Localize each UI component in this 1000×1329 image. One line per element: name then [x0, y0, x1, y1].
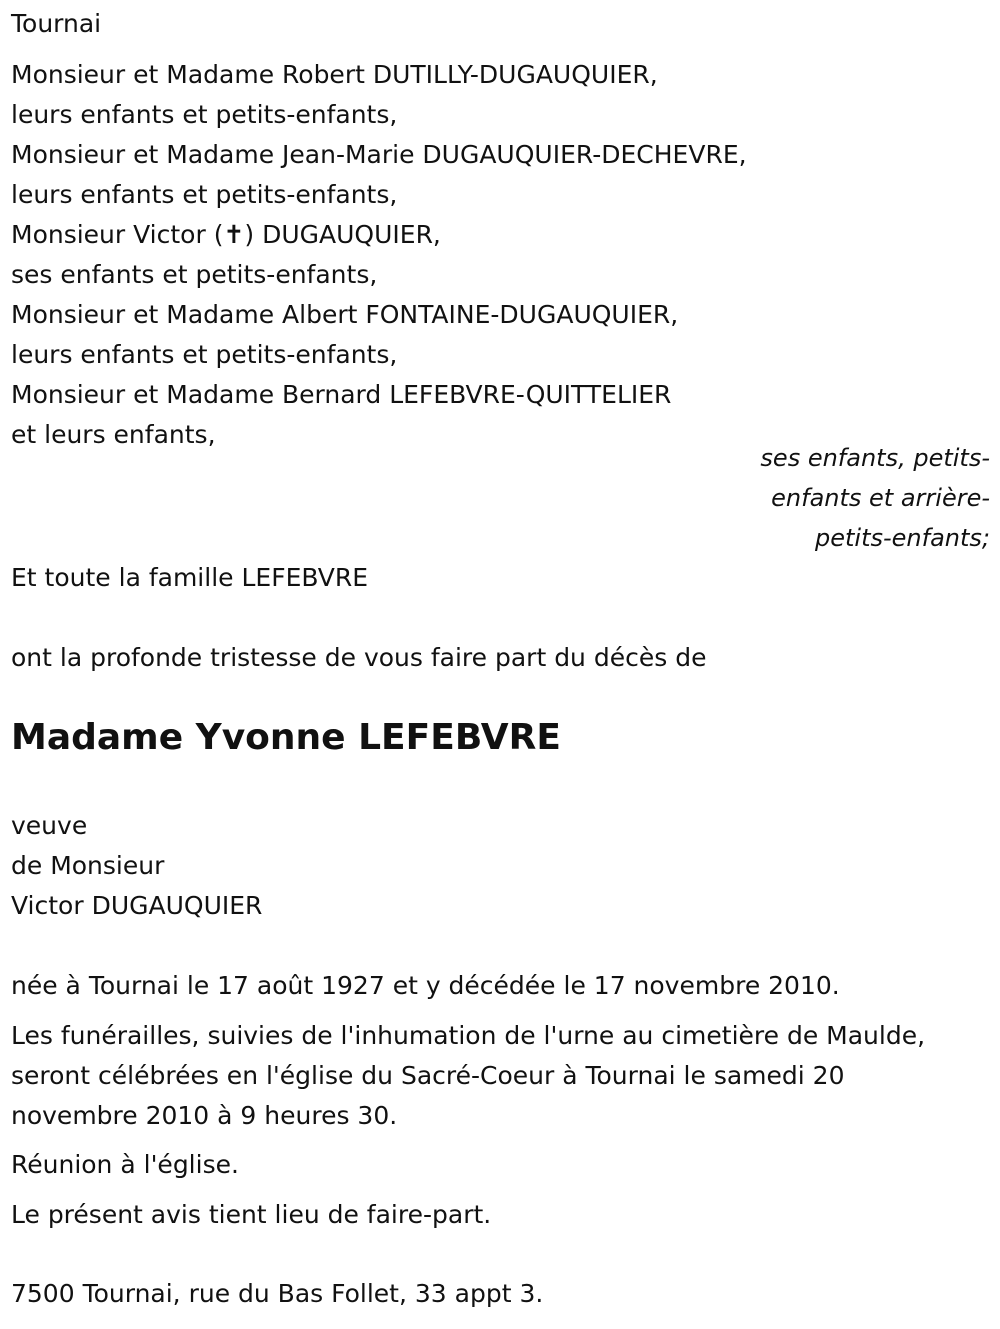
- family-line: leurs enfants et petits-enfants,: [11, 180, 398, 209]
- meeting-line: Réunion à l'église.: [11, 1150, 239, 1179]
- descendants-line: enfants et arrière-: [771, 484, 990, 512]
- descendants-line: ses enfants, petits-: [760, 444, 990, 472]
- widow-line: de Monsieur: [11, 851, 165, 880]
- family-line: et leurs enfants,: [11, 420, 216, 449]
- family-line: Monsieur Victor (✝) DUGAUQUIER,: [11, 220, 441, 249]
- deceased-name: Madame Yvonne LEFEBVRE: [11, 717, 561, 758]
- family-line: Monsieur et Madame Robert DUTILLY-DUGAUQUIER,: [11, 60, 658, 89]
- all-family-line: Et toute la famille LEFEBVRE: [11, 563, 369, 592]
- announcement-intro: ont la profonde tristesse de vous faire part du décès de: [11, 643, 707, 672]
- family-line: ses enfants et petits-enfants,: [11, 260, 378, 289]
- place-heading: Tournai: [11, 9, 102, 38]
- widow-line: Victor DUGAUQUIER: [11, 891, 263, 920]
- descendants-line: petits-enfants;: [815, 524, 990, 552]
- notice-line: Le présent avis tient lieu de faire-part.: [11, 1200, 492, 1229]
- family-line: Monsieur et Madame Jean-Marie DUGAUQUIER-DECHEVRE,: [11, 140, 747, 169]
- widow-line: veuve: [11, 811, 88, 840]
- family-line: leurs enfants et petits-enfants,: [11, 100, 398, 129]
- birth-death-line: née à Tournai le 17 août 1927 et y décédée le 17 novembre 2010.: [11, 971, 840, 1000]
- family-line: Monsieur et Madame Bernard LEFEBVRE-QUITTELIER: [11, 380, 672, 409]
- family-line: Monsieur et Madame Albert FONTAINE-DUGAUQUIER,: [11, 300, 679, 329]
- funeral-line: Les funérailles, suivies de l'inhumation de l'urne au cimetière de Maulde,: [11, 1021, 926, 1050]
- family-line: leurs enfants et petits-enfants,: [11, 340, 398, 369]
- funeral-line: novembre 2010 à 9 heures 30.: [11, 1101, 398, 1130]
- funeral-line: seront célébrées en l'église du Sacré-Coeur à Tournai le samedi 20: [11, 1061, 845, 1090]
- address-line: 7500 Tournai, rue du Bas Follet, 33 appt 3.: [11, 1279, 544, 1308]
